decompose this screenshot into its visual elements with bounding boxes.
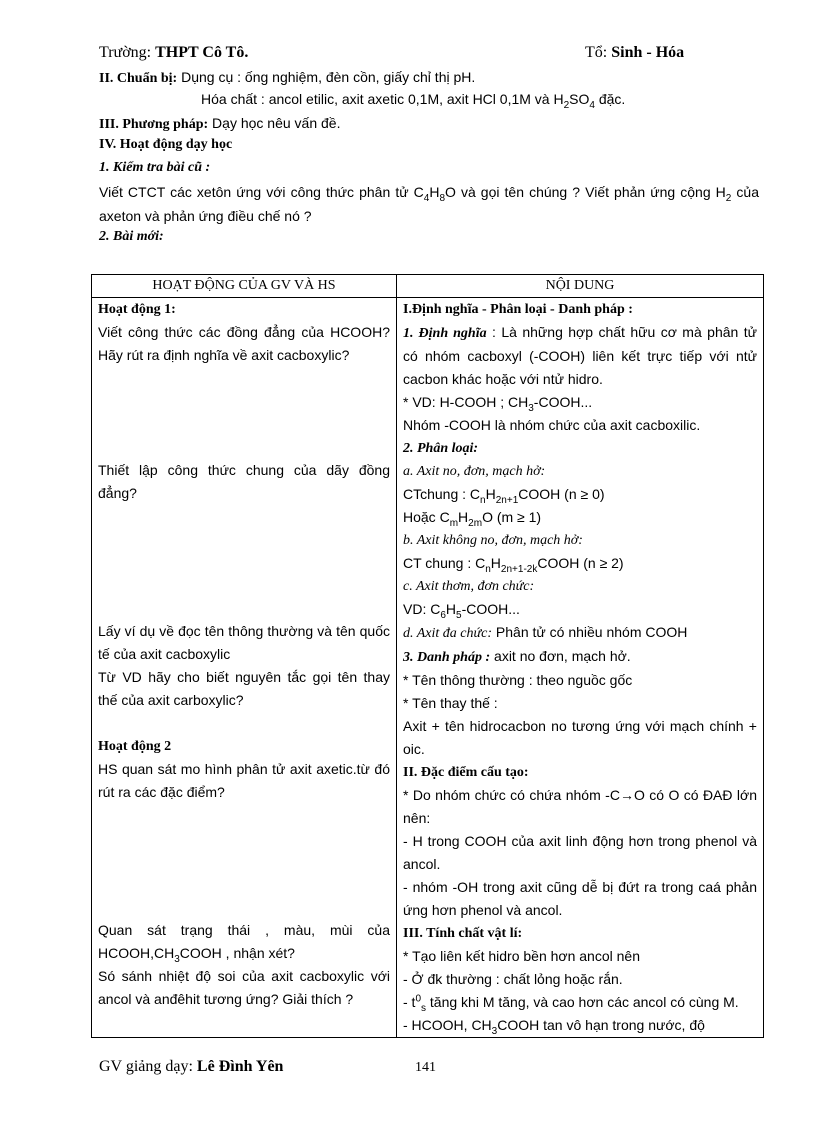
section-3-heading: III. Tính chất vật lí: — [403, 926, 523, 941]
teacher-name: Lê Đình Yên — [196, 1058, 284, 1075]
f-sub: 6 — [440, 609, 446, 621]
activity-question: Thiết lập công thức chung của dãy đồng đẳng? — [98, 462, 390, 501]
chem-text-3: đặc. — [594, 91, 626, 107]
vd-text: * VD: H-COOH ; CH — [403, 394, 529, 410]
q-sub-2: 8 — [439, 192, 445, 204]
f-text: CTchung : C — [403, 486, 481, 502]
activity-question: HS quan sát mo hình phân tử axit axetic.từ đó rút ra các đặc điểm? — [98, 761, 390, 800]
activity-question: Lấy ví dụ về đọc tên thông thường và tên quốc tế của axit cacboxylic — [98, 623, 390, 662]
f-sub: 2m — [468, 517, 483, 529]
activities-heading: IV. Hoạt động dạy học — [99, 137, 233, 152]
f-sub: n — [485, 563, 491, 575]
f-sub: m — [449, 517, 459, 529]
definition-label: 1. Định nghĩa — [403, 326, 487, 341]
group-label: Tổ: — [585, 44, 612, 61]
formula-line — [403, 506, 757, 529]
property-item — [403, 1014, 757, 1037]
f-text: COOH (n ≥ 0) — [518, 486, 605, 502]
activity-question — [98, 919, 390, 965]
formula-line — [403, 483, 757, 506]
property-item: - Ở đk thường : chất lỏng hoặc rắn. — [403, 971, 623, 987]
method-line — [99, 115, 340, 133]
nomenclature-item: * Tên thông thường : theo nguồc gốc — [403, 672, 633, 688]
definition — [403, 321, 757, 391]
f-sub: 5 — [456, 609, 462, 621]
p4-sub: 3 — [491, 1025, 498, 1037]
chem-sub: 2 — [563, 99, 570, 111]
f-text: O (m ≥ 1) — [482, 509, 542, 525]
q6-text: Quan sát trạng thái , màu, mùi của HCOOH,CH — [98, 922, 390, 961]
example-line — [403, 391, 757, 414]
activities-cell — [92, 298, 397, 1038]
activity-1-heading: Hoạt động 1: — [98, 302, 176, 317]
f-text: CT chung : C — [403, 555, 486, 571]
f-sub: 2n+1-2k — [500, 563, 538, 575]
prep-label: II. Chuẩn bị: — [99, 71, 178, 86]
subclass-d-text: Phân tử có nhiều nhóm COOH — [492, 624, 688, 640]
teacher-label: GV giảng dạy: — [99, 1058, 197, 1075]
classification-heading: 2. Phân loại: — [403, 441, 479, 456]
prep-line — [99, 69, 475, 87]
f-text: Hoặc C — [403, 509, 450, 525]
chem-text-2: SO — [569, 91, 590, 107]
prep-tools: Dụng cụ : ống nghiệm, đèn cồn, giấy chỉ thị pH. — [177, 69, 476, 85]
activity-question: Só sánh nhiệt độ soi của axit cacboxylic với ancol và anđêhit tương ứng? Giải thích ? — [98, 968, 390, 1007]
f-sub: n — [480, 494, 486, 506]
f-text: H — [445, 601, 457, 617]
method-text: Dạy học nêu vấn đề. — [208, 115, 341, 131]
nomenclature-line — [403, 645, 757, 669]
nomenclature-item: Axit + tên hidrocacbon no tương ứng với mạch chính + oic. — [403, 718, 757, 757]
subclass-d-label: d. Axit đa chức: — [403, 626, 493, 641]
p3-sub: s — [421, 1002, 427, 1014]
check-question — [99, 180, 759, 228]
check-heading: 1. Kiểm tra bài cũ : — [99, 160, 211, 175]
subclass-c: c. Axit thơm, đơn chức: — [403, 579, 535, 594]
q-text-d: của axeton và phản ứng điều chế nó ? — [99, 184, 759, 224]
functional-group-line: Nhóm -COOH là nhóm chức của axit cacboxilic. — [403, 417, 701, 433]
page-number: 141 — [415, 1060, 436, 1075]
activity-question: Viết công thức các đồng đẳng của HCOOH? Hãy rút ra định nghĩa về axit cacboxylic? — [98, 324, 390, 363]
subclass-a: a. Axit no, đơn, mạch hở: — [403, 464, 546, 479]
activity-2-heading: Hoạt động 2 — [98, 739, 172, 754]
subclass-b: b. Axit không no, đơn, mạch hở: — [403, 533, 583, 548]
chem-sub-2: 4 — [589, 99, 595, 111]
col-activities-header: HOẠT ĐỘNG CỦA GV VÀ HS — [92, 275, 397, 298]
table-row — [92, 298, 764, 1038]
formula-line — [403, 598, 757, 621]
f-text: COOH (n ≥ 2) — [537, 555, 624, 571]
new-lesson-heading: 2. Bài mới: — [99, 229, 164, 244]
p4-text: - HCOOH, CH — [403, 1017, 492, 1033]
definition-text: : Là những hợp chất hữu cơ mà phân tử có nhóm cacboxyl (-COOH) liên kết trực tiếp với ntử cacbon khác hoặc với ntử hidro. — [403, 324, 757, 387]
school-header — [99, 44, 248, 62]
prep-chemicals — [201, 91, 626, 111]
subclass-d — [403, 621, 757, 645]
q-sub-1: 4 — [423, 192, 430, 204]
q-text-c: O và gọi tên chúng ? Viết phản ứng cộng H — [445, 184, 726, 200]
f-text: H — [458, 509, 469, 525]
property-item: * Tạo liên kết hidro bền hơn ancol nên — [403, 948, 640, 964]
col-content-header: NỘI DUNG — [397, 275, 764, 298]
school-label: Trường: — [99, 44, 156, 61]
vd-text-2: -COOH... — [533, 394, 593, 410]
nomenclature-item: * Tên thay thế : — [403, 695, 498, 711]
f-text: -COOH... — [461, 601, 520, 617]
q-sub-3: 2 — [725, 192, 732, 204]
p3-sup: 0 — [415, 993, 422, 1005]
structure-item: - H trong COOH của axit linh động hơn trong phenol và ancol. — [403, 833, 757, 872]
chem-text: Hóa chất : ancol etilic, axit axetic 0,1M, axit HCl 0,1M và H — [201, 91, 564, 107]
nomenclature-label: 3. Danh pháp : — [403, 650, 491, 665]
f-sub: 2n+1 — [495, 494, 519, 506]
q-text-b: H — [429, 184, 440, 200]
q6-sub: 3 — [174, 953, 180, 965]
f-text: VD: C — [403, 601, 441, 617]
section-2-heading: II. Đặc điểm cấu tạo: — [403, 765, 529, 780]
structure-item: * Do nhóm chức có chứa nhóm -C→O có O có ĐAĐ lớn nên: — [403, 787, 757, 826]
method-label: III. Phương pháp: — [99, 117, 209, 132]
p4-text-2: COOH tan vô hạn trong nước, độ — [497, 1017, 705, 1033]
activity-question: Từ VD hãy cho biết nguyên tắc gọi tên thay thế của axit carboxylic? — [98, 669, 390, 708]
table-header-row — [92, 275, 764, 298]
formula-line — [403, 552, 757, 575]
q6-text-2: COOH , nhận xét? — [179, 945, 295, 961]
school-name: THPT Cô Tô. — [155, 44, 249, 61]
p3-text-2: tăng khi M tăng, và cao hơn các ancol có cùng M. — [426, 994, 739, 1010]
f-text: H — [490, 555, 501, 571]
f-text: H — [485, 486, 496, 502]
q-text-a: Viết CTCT các xetôn ứng với công thức phân tử C — [99, 184, 424, 200]
group-name: Sinh - Hóa — [611, 44, 685, 61]
nomenclature-text: axit no đơn, mạch hở. — [490, 648, 631, 664]
vd-sub: 3 — [528, 402, 534, 414]
section-1-heading: I.Định nghĩa - Phân loại - Danh pháp : — [403, 302, 633, 317]
p3-text: - t — [403, 994, 416, 1010]
content-cell — [397, 298, 764, 1038]
property-item — [403, 991, 757, 1014]
structure-item: - nhóm -OH trong axit cũng dễ bị đứt ra trong caá phản ứng hơn phenol và ancol. — [403, 879, 757, 918]
teacher-footer — [99, 1058, 283, 1076]
lesson-table — [91, 274, 764, 1038]
group-header — [585, 44, 684, 62]
